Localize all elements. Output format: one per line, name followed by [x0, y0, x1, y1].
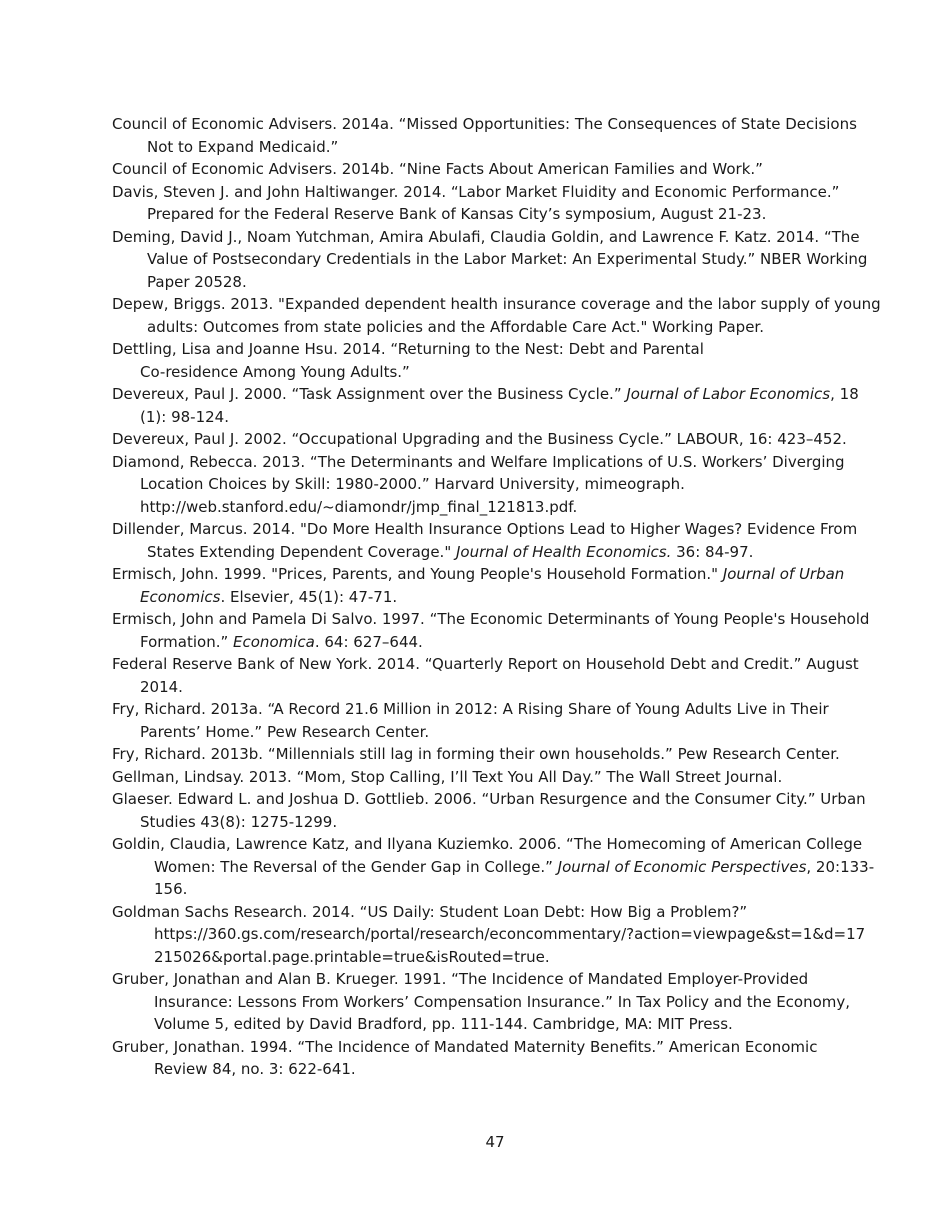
reference-text: Glaeser. Edward L. and Joshua D. Gottlieb. 2006. “Urban Resurgence and the Consumer City.” Urban	[112, 790, 866, 808]
reference-italic-text: Economica	[233, 632, 315, 651]
reference-line	[112, 248, 882, 271]
reference-entry	[112, 1036, 882, 1081]
reference-italic-text: Journal of Labor Economics	[626, 385, 831, 403]
reference-text: Women: The Reversal of the Gender Gap in College.”	[154, 857, 558, 876]
reference-line	[112, 226, 882, 249]
reference-line	[112, 788, 882, 811]
reference-entry	[112, 901, 882, 969]
reference-line	[112, 316, 882, 339]
reference-line	[112, 541, 882, 564]
reference-text: Gellman, Lindsay. 2013. “Mom, Stop Calling, I’ll Text You All Day.” The Wall Street Journal.	[112, 767, 783, 786]
reference-line	[112, 271, 882, 294]
reference-text: Volume 5, edited by David Bradford, pp. 111-144. Cambridge, MA: MIT Press.	[154, 1015, 733, 1033]
reference-line	[112, 1013, 882, 1036]
reference-text: 36: 84-97.	[671, 542, 754, 561]
reference-text: . 64: 627–644.	[314, 632, 423, 651]
reference-entry	[112, 158, 882, 181]
reference-line	[112, 833, 882, 856]
reference-entry	[112, 833, 882, 901]
reference-line	[112, 923, 882, 946]
reference-text: , 18	[830, 385, 859, 403]
reference-line	[112, 608, 882, 631]
reference-text: Council of Economic Advisers. 2014b. “Nine Facts About American Families and Work.”	[112, 160, 763, 178]
reference-line	[112, 991, 882, 1014]
reference-line	[112, 1036, 882, 1059]
reference-line	[112, 856, 882, 879]
reference-italic-text: Journal of Economic Perspectives	[557, 857, 807, 876]
reference-line	[112, 406, 882, 429]
reference-text: Diamond, Rebecca. 2013. “The Determinants and Welfare Implications of U.S. Workers’ Diverging	[112, 452, 845, 471]
reference-text: 215026&portal.page.printable=true&isRouted=true.	[154, 947, 550, 966]
reference-entry	[112, 968, 882, 1036]
reference-line	[112, 631, 882, 654]
reference-line	[112, 383, 882, 406]
reference-text: Goldman Sachs Research. 2014. “US Daily: Student Loan Debt: How Big a Problem?”	[112, 902, 748, 921]
reference-entry	[112, 338, 882, 383]
reference-line	[112, 113, 882, 136]
reference-text: Deming, David J., Noam Yutchman, Amira Abulafi, Claudia Goldin, and Lawrence F. Katz. 2014. “The	[112, 227, 860, 246]
reference-entry	[112, 608, 882, 653]
reference-text: Dillender, Marcus. 2014. "Do More Health Insurance Options Lead to Higher Wages? Evidence From	[112, 520, 858, 538]
reference-text: , 20:133-	[806, 857, 875, 876]
reference-text: Prepared for the Federal Reserve Bank of Kansas City’s symposium, August 21-23.	[147, 205, 767, 223]
reference-entry	[112, 766, 882, 789]
reference-entry	[112, 563, 882, 608]
reference-line	[112, 1058, 882, 1081]
reference-line	[112, 698, 882, 721]
reference-line	[112, 968, 882, 991]
reference-text: Devereux, Paul J. 2000. “Task Assignment over the Business Cycle.”	[112, 385, 627, 403]
reference-text: Value of Postsecondary Credentials in the Labor Market: An Experimental Study.” NBER Working	[147, 250, 868, 268]
reference-line	[112, 878, 882, 901]
reference-text: Not to Expand Medicaid.”	[147, 137, 339, 156]
reference-line	[112, 946, 882, 969]
reference-text: Studies 43(8): 1275-1299.	[140, 812, 338, 831]
reference-text: Depew, Briggs. 2013. "Expanded dependent health insurance coverage and the labor supply of young	[112, 295, 881, 313]
reference-text: Fry, Richard. 2013a. “A Record 21.6 Million in 2012: A Rising Share of Young Adults Live in Their	[112, 700, 829, 718]
reference-entry	[112, 428, 882, 451]
reference-entry	[112, 383, 882, 428]
reference-entry	[112, 451, 882, 519]
reference-text: Ermisch, John. 1999. "Prices, Parents, and Young People's Household Formation."	[112, 565, 723, 583]
reference-text: adults: Outcomes from state policies and the Affordable Care Act." Working Paper.	[147, 317, 764, 336]
reference-italic-text: Journal of Health Economics.	[456, 542, 672, 561]
reference-text: Parents’ Home.” Pew Research Center.	[140, 722, 430, 741]
reference-entry	[112, 113, 882, 158]
reference-text: Gruber, Jonathan and Alan B. Krueger. 1991. “The Incidence of Mandated Employer-Provided	[112, 970, 809, 988]
reference-line	[112, 586, 882, 609]
reference-text: Insurance: Lessons From Workers’ Compensation Insurance.” In Tax Policy and the Economy,	[154, 992, 851, 1011]
reference-line	[112, 766, 882, 789]
reference-text: 156.	[154, 880, 188, 898]
reference-text: Federal Reserve Bank of New York. 2014. “Quarterly Report on Household Debt and Credit.” August	[112, 655, 859, 673]
reference-line	[112, 676, 882, 699]
reference-text: Co-residence Among Young Adults.”	[140, 362, 410, 381]
reference-line	[112, 518, 882, 541]
page-number: 47	[485, 1133, 505, 1151]
reference-text: http://web.stanford.edu/~diamondr/jmp_final_121813.pdf.	[140, 497, 578, 516]
reference-line	[112, 653, 882, 676]
reference-text: . Elsevier, 45(1): 47-71.	[220, 587, 398, 606]
reference-text: Devereux, Paul J. 2002. “Occupational Upgrading and the Business Cycle.” LABOUR, 16: 423–452.	[112, 430, 847, 448]
reference-entry	[112, 293, 882, 338]
reference-text: Review 84, no. 3: 622-641.	[154, 1060, 356, 1078]
reference-text: Formation.”	[140, 632, 234, 651]
reference-line	[112, 428, 882, 451]
reference-line	[112, 743, 882, 766]
reference-text: (1): 98-124.	[140, 407, 229, 426]
reference-text: Davis, Steven J. and John Haltiwanger. 2014. “Labor Market Fluidity and Economic Performance.”	[112, 182, 840, 201]
reference-italic-text: Economics	[140, 587, 221, 606]
reference-line	[112, 136, 882, 159]
reference-line	[112, 203, 882, 226]
reference-text: Paper 20528.	[147, 272, 247, 291]
reference-text: https://360.gs.com/research/portal/research/econcommentary/?action=viewpage&st=1&d=17	[154, 925, 866, 943]
reference-line	[112, 293, 882, 316]
reference-entry	[112, 653, 882, 698]
reference-italic-text: Journal of Urban	[722, 565, 845, 583]
reference-text: Dettling, Lisa and Joanne Hsu. 2014. “Returning to the Nest: Debt and Parental	[112, 340, 704, 358]
reference-text: Council of Economic Advisers. 2014a. “Missed Opportunities: The Consequences of State Decisions	[112, 115, 857, 133]
reference-line	[112, 361, 882, 384]
reference-line	[112, 563, 882, 586]
reference-entry	[112, 788, 882, 833]
reference-list	[112, 113, 882, 1081]
reference-entry	[112, 743, 882, 766]
reference-line	[112, 811, 882, 834]
reference-text: Goldin, Claudia, Lawrence Katz, and Ilyana Kuziemko. 2006. “The Homecoming of American College	[112, 835, 863, 853]
reference-text: Gruber, Jonathan. 1994. “The Incidence of Mandated Maternity Benefits.” American Economic	[112, 1037, 818, 1056]
reference-entry	[112, 698, 882, 743]
reference-line	[112, 181, 882, 204]
reference-line	[112, 473, 882, 496]
reference-line	[112, 451, 882, 474]
reference-line	[112, 721, 882, 744]
reference-text: Fry, Richard. 2013b. “Millennials still lag in forming their own households.” Pew Research Center.	[112, 745, 840, 763]
reference-entry	[112, 181, 882, 226]
reference-line	[112, 158, 882, 181]
reference-text: States Extending Dependent Coverage."	[147, 542, 456, 561]
reference-entry	[112, 518, 882, 563]
reference-text: Location Choices by Skill: 1980-2000.” Harvard University, mimeograph.	[140, 475, 685, 493]
reference-entry	[112, 226, 882, 294]
reference-text: 2014.	[140, 677, 183, 696]
reference-line	[112, 901, 882, 924]
reference-line	[112, 496, 882, 519]
reference-line	[112, 338, 882, 361]
reference-text: Ermisch, John and Pamela Di Salvo. 1997. “The Economic Determinants of Young People's Household	[112, 610, 870, 628]
